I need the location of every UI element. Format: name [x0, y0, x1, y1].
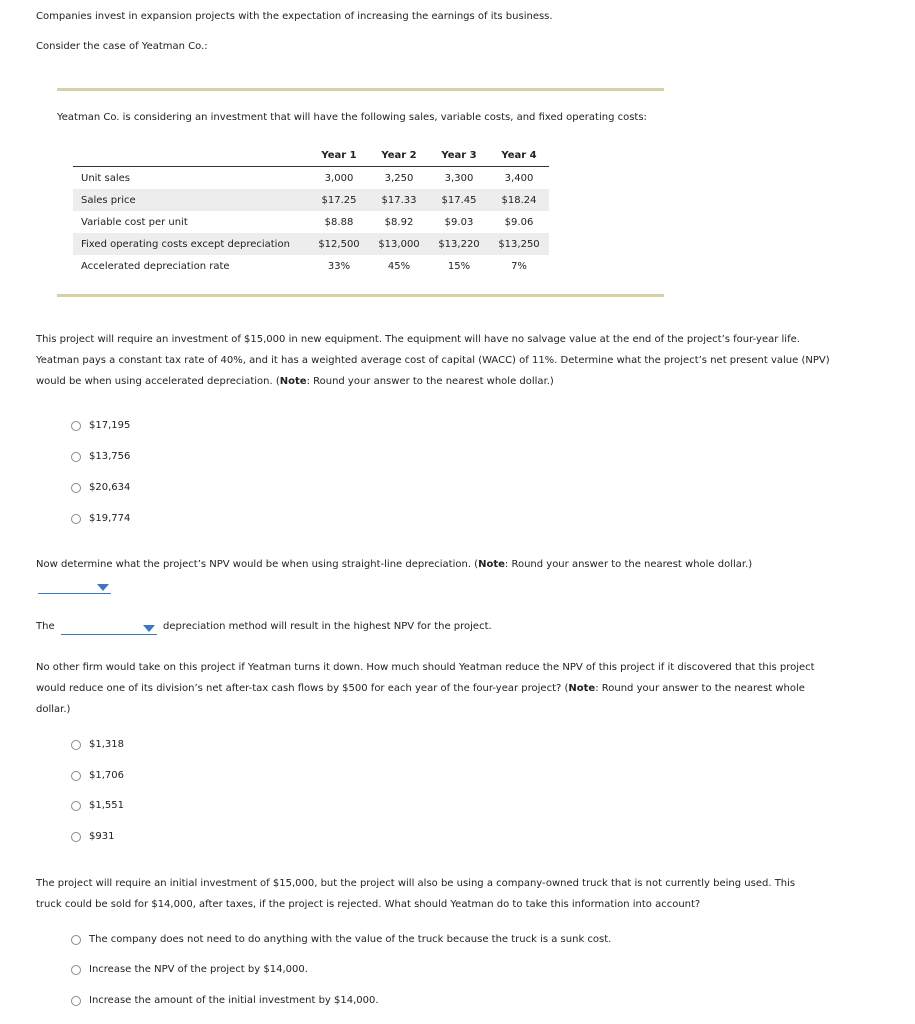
table-header-year2: Year 2: [369, 144, 429, 167]
cell: $8.88: [324, 216, 354, 228]
option-label: $931: [89, 831, 115, 842]
radio-button[interactable]: [71, 514, 81, 524]
table-row: [73, 167, 549, 190]
q3-prefix: The: [36, 621, 55, 632]
radio-button[interactable]: [71, 832, 81, 842]
cell: 3,400: [504, 172, 534, 184]
row-label: Unit sales: [81, 172, 131, 184]
table-header-year3: Year 3: [429, 144, 489, 167]
radio-button[interactable]: [71, 965, 81, 975]
q5-option-1[interactable]: [71, 934, 611, 945]
table-row: [73, 233, 549, 255]
cell: $9.06: [504, 216, 534, 228]
table-row: [73, 211, 549, 233]
question-1-text: [36, 329, 836, 392]
q2-text-b: : Round your answer to the nearest whole dollar.): [504, 559, 753, 570]
q4-option-4[interactable]: [71, 831, 114, 842]
option-label: $1,551: [89, 800, 124, 811]
option-label: Increase the amount of the initial investment by $14,000.: [89, 995, 379, 1006]
option-label: $1,318: [89, 739, 124, 750]
radio-button[interactable]: [71, 740, 81, 750]
radio-button[interactable]: [71, 452, 81, 462]
q1-note-label: Note: [279, 376, 307, 387]
option-label: The company does not need to do anything with the value of the truck because the truck is a sunk cost.: [89, 934, 612, 945]
question-4-text: [36, 657, 826, 720]
row-label: Accelerated depreciation rate: [81, 260, 230, 272]
cell: $8.92: [384, 216, 414, 228]
table-header-year1: Year 1: [309, 144, 369, 167]
radio-button[interactable]: [71, 935, 81, 945]
row-label: Fixed operating costs except depreciation: [73, 233, 309, 255]
q1-option-1[interactable]: [71, 420, 130, 431]
table-row: [73, 255, 549, 277]
cell: 45%: [387, 260, 411, 272]
cell: 7%: [511, 260, 527, 272]
cell: $17.25: [309, 189, 369, 211]
cell: $13,220: [429, 233, 489, 255]
intro-line-2: Consider the case of Yeatman Co.:: [36, 41, 208, 52]
q1-option-3[interactable]: [71, 482, 130, 493]
intro-line-1: Companies invest in expansion projects with the expectation of increasing the earnings of its business.: [36, 11, 553, 22]
option-label: $17,195: [89, 420, 131, 431]
q2-text-a: Now determine what the project’s NPV would be when using straight-line depreciation. (: [36, 559, 479, 570]
bottom-divider: [57, 294, 664, 297]
q1-option-2[interactable]: [71, 451, 130, 462]
table-header-row: [73, 144, 549, 167]
cell: $12,500: [309, 233, 369, 255]
cell: $17.33: [369, 189, 429, 211]
radio-button[interactable]: [71, 771, 81, 781]
top-divider: [57, 88, 664, 91]
q4-option-1[interactable]: [71, 739, 124, 750]
option-label: $20,634: [89, 482, 131, 493]
cell: $13,000: [369, 233, 429, 255]
q1-option-4[interactable]: [71, 513, 130, 524]
option-label: $13,756: [89, 451, 131, 462]
q5-option-3[interactable]: [71, 995, 379, 1006]
q4-option-3[interactable]: [71, 800, 124, 811]
q2-note-label: Note: [478, 559, 505, 570]
q3-method-dropdown[interactable]: [61, 620, 157, 635]
question-5-text: The project will require an initial investment of $15,000, but the project will also be using a company-owned truck that is not currently being used. This truck could be sold for $14,000, after taxes, if the project is rejected. What should Yeatman do to take this information into account?: [36, 878, 796, 910]
cost-table: [73, 144, 549, 277]
q1-text-b: : Round your answer to the nearest whole dollar.): [306, 376, 554, 387]
option-label: $1,706: [89, 770, 124, 781]
cell: 15%: [447, 260, 471, 272]
q4-text-b: : Round your answer to the nearest whole dollar.): [36, 683, 805, 715]
q1-text-a: This project will require an investment of $15,000 in new equipment. The equipment will have no salvage value at the end of the project’s four-year life. Yeatman pays a constant tax rate of 40%, and it has a weighted average cost of capital (WACC) of 11%. Determine what the project’s net present value (NPV) would be when using accelerated depreciation. (: [36, 334, 830, 387]
radio-button[interactable]: [71, 996, 81, 1006]
q2-npv-dropdown[interactable]: [38, 579, 111, 594]
chevron-down-icon: [143, 625, 155, 632]
row-label: Variable cost per unit: [81, 216, 188, 228]
table-intro: Yeatman Co. is considering an investment that will have the following sales, variable costs, and fixed operating costs:: [57, 112, 647, 123]
radio-button[interactable]: [71, 801, 81, 811]
cell: 3,300: [444, 172, 474, 184]
chevron-down-icon: [97, 584, 109, 591]
table-header-year4: Year 4: [489, 144, 549, 167]
table-row: [73, 189, 549, 211]
cell: 3,250: [384, 172, 414, 184]
q4-text-a: No other firm would take on this project if Yeatman turns it down. How much should Yeatman reduce the NPV of this project if it discovered that this project would reduce one of its division’s net after-tax cash flows by $500 for each year of the four-year project? (: [36, 662, 815, 694]
cell: $18.24: [489, 189, 549, 211]
radio-button[interactable]: [71, 483, 81, 493]
q5-option-2[interactable]: [71, 964, 308, 975]
row-label: Sales price: [73, 189, 309, 211]
q4-option-2[interactable]: [71, 770, 124, 781]
option-label: $19,774: [89, 513, 131, 524]
table-header-blank: [73, 144, 309, 167]
radio-button[interactable]: [71, 421, 81, 431]
cell: $17.45: [429, 189, 489, 211]
option-label: Increase the NPV of the project by $14,000.: [89, 964, 308, 975]
cell: 33%: [327, 260, 351, 272]
q3-suffix: depreciation method will result in the highest NPV for the project.: [163, 621, 492, 632]
question-2-text: [36, 559, 752, 570]
cell: $9.03: [444, 216, 474, 228]
q4-note-label: Note: [568, 683, 596, 694]
cell: $13,250: [489, 233, 549, 255]
cell: 3,000: [324, 172, 354, 184]
